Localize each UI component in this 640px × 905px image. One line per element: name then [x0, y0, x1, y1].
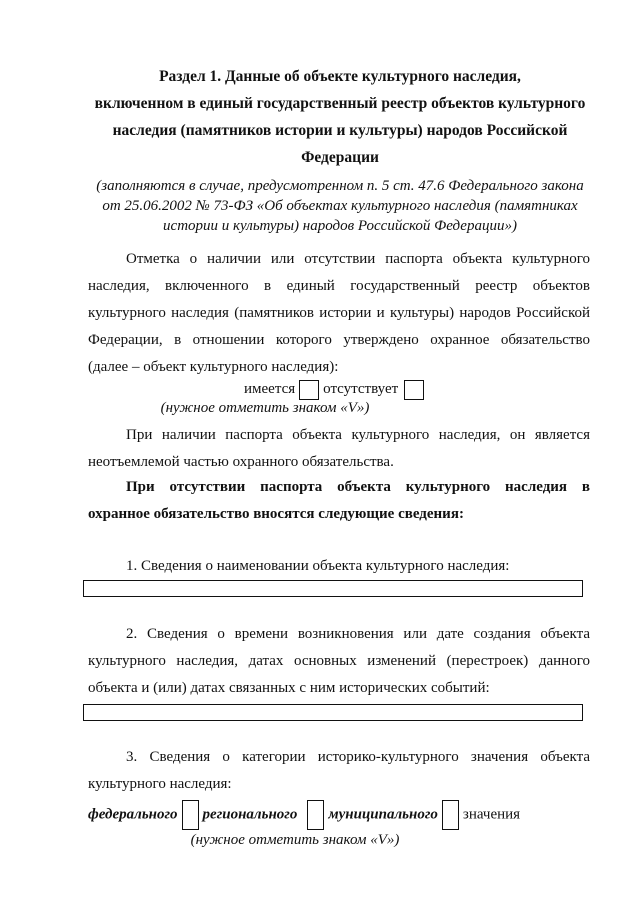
category-suffix: значения [462, 806, 521, 823]
municipal-label: муниципального [328, 806, 438, 823]
item2-line-1: 2. Сведения о времени возникновения или дате создания объекта [126, 626, 590, 642]
absence-line-1: При отсутствии паспорта объекта культурного наследия в [126, 479, 590, 495]
item1-name-field[interactable] [83, 580, 583, 597]
section-note-line-3: истории и культуры) народов Российской Федерации») [163, 218, 517, 234]
present-checkbox[interactable] [299, 380, 319, 400]
section-title-line-1: Раздел 1. Данные об объекте культурного наследия, [159, 68, 521, 85]
passport-options [244, 378, 428, 400]
passport-mark-line-5: (далее – объект культурного наследия): [88, 359, 339, 375]
category-hint: (нужное отметить знаком «V») [190, 832, 400, 848]
category-options [88, 800, 520, 830]
regional-label: регионального [202, 806, 298, 823]
section-title-line-3: наследия (памятников истории и культуры) народов Российской [112, 122, 568, 139]
item1-label: 1. Сведения о наименовании объекта культурного наследия: [126, 558, 510, 574]
section-note-line-2: от 25.06.2002 № 73-ФЗ «Об объектах культурного наследия (памятниках [102, 198, 578, 214]
section-title-line-4: Федерации [301, 149, 379, 166]
passport-mark-line-3: культурного наследия (памятников истории и культуры) народов Российской [88, 305, 590, 321]
passport-mark-line-4: Федерации, в отношении которого утверждено охранное обязательство [88, 332, 590, 348]
passport-mark-line-1: Отметка о наличии или отсутствии паспорта объекта культурного [126, 251, 590, 267]
passport-mark-line-2: наследия, включенного в единый государственный реестр объектов [88, 278, 590, 294]
option-absent-label: отсутствует [323, 381, 399, 397]
presence-line-2: неотъемлемой частью охранного обязательства. [88, 454, 394, 470]
regional-checkbox[interactable] [307, 800, 324, 830]
federal-label: федерального [88, 806, 178, 823]
section-note-line-1: (заполняются в случае, предусмотренном п. 5 ст. 47.6 Федерального закона [96, 178, 584, 194]
federal-checkbox[interactable] [182, 800, 199, 830]
item2-line-2: культурного наследия, датах основных изменений (перестроек) данного [88, 653, 590, 669]
absent-checkbox[interactable] [404, 380, 424, 400]
option-present-label: имеется [244, 381, 296, 397]
presence-line-1: При наличии паспорта объекта культурного наследия, он является [126, 427, 590, 443]
section-title-line-2: включенном в единый государственный реестр объектов культурного [94, 95, 586, 112]
municipal-checkbox[interactable] [442, 800, 459, 830]
item2-dates-field[interactable] [83, 704, 583, 721]
absence-line-2: охранное обязательство вносятся следующие сведения: [88, 506, 464, 522]
item3-line-1: 3. Сведения о категории историко-культурного значения объекта [126, 749, 590, 765]
passport-hint: (нужное отметить знаком «V») [160, 400, 370, 416]
item3-line-2: культурного наследия: [88, 776, 232, 792]
item2-line-3: объекта и (или) датах связанных с ним исторических событий: [88, 680, 490, 696]
